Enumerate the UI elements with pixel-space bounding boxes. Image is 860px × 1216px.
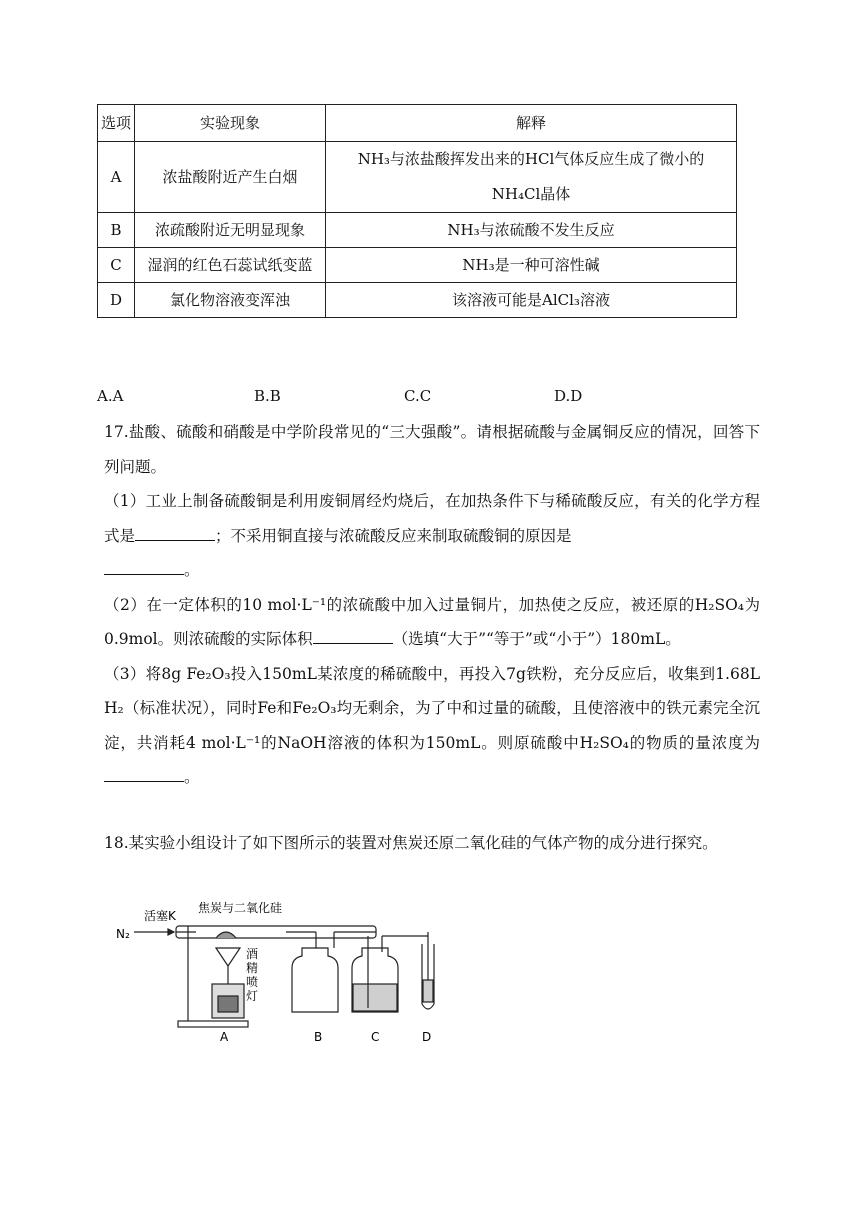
lamp-label-4: 灯: [246, 989, 259, 1003]
answer-blank[interactable]: [313, 625, 393, 644]
answer-blank[interactable]: [104, 556, 184, 575]
lamp-label-3: 喷: [246, 975, 259, 989]
row-phenomenon: 湿润的红色石蕊试纸变蓝: [135, 248, 326, 283]
header-option: 选项: [98, 105, 135, 142]
label-c: C: [371, 1030, 380, 1044]
answer-blank[interactable]: [104, 763, 184, 782]
label-b: B: [314, 1030, 323, 1044]
row-option: C: [98, 248, 135, 283]
answer-blank[interactable]: [135, 522, 215, 541]
table-row: [98, 142, 737, 213]
answer-a: A.A: [97, 387, 124, 405]
answer-b: B.B: [254, 387, 281, 405]
row-explanation: NH₃与浓硫酸不发生反应: [326, 213, 737, 248]
row-explanation: 该溶液可能是AlCl₃溶液: [326, 283, 737, 318]
answer-c: C.C: [404, 387, 432, 405]
row-explanation: NH₃是一种可溶性碱: [326, 248, 737, 283]
header-phenomenon: 实验现象: [135, 105, 326, 142]
q17-stem: 17.盐酸、硫酸和硝酸是中学阶段常见的“三大强酸”。请根据硫酸与金属铜反应的情况，回答下列问题。: [104, 423, 760, 476]
label-d: D: [422, 1030, 432, 1044]
q18-stem: 18.某实验小组设计了如下图所示的装置对焦炭还原二氧化硅的气体产物的成分进行探究。: [104, 834, 718, 852]
lamp-label-2: 精: [246, 961, 259, 975]
row-phenomenon: 浓盐酸附近产生白烟: [135, 142, 326, 213]
row-phenomenon: 氯化物溶液变浑浊: [135, 283, 326, 318]
options-table: [97, 104, 737, 318]
table-row: [98, 283, 737, 318]
apparatus-diagram: [116, 896, 456, 1046]
q17-part2: （2）在一定体积的10 mol·L⁻¹的浓硫酸中加入过量铜片，加热使之反应，被还原的H₂SO₄为0.9mol。则浓硫酸的实际体积 （选填“大于”“等于”或“小于”）180mL。: [104, 595, 760, 648]
table-row: [98, 248, 737, 283]
n2-label: N₂: [116, 927, 130, 941]
table-row: [98, 213, 737, 248]
answer-d: D.D: [554, 387, 583, 405]
q17-part3: （3）将8g Fe₂O₃投入150mL某浓度的稀硫酸中，再投入7g铁粉，充分反应后，收集到1.68L H₂（标准状况），同时Fe和Fe₂O₃均无剩余，为了中和过量的硫酸，且使溶液中的铁元素完全沉淀，共消耗4 mol·L⁻¹的NaOH溶液的体积为150mL。则原硫酸中H₂SO₄的物质的量浓度为。: [104, 664, 761, 786]
row-explanation: NH₃与浓盐酸挥发出来的HCl气体反应生成了微小的NH₄Cl晶体: [326, 142, 737, 213]
row-phenomenon: 浓疏酸附近无明显现象: [135, 213, 326, 248]
header-explanation: 解释: [326, 105, 737, 142]
lamp-label-1: 酒: [246, 947, 259, 961]
valve-label: 活塞K: [144, 909, 176, 923]
question-17: [104, 415, 760, 795]
table-header-row: [98, 105, 737, 142]
reagent-label: 焦炭与二氧化硅: [198, 901, 283, 915]
row-option: A: [98, 142, 135, 213]
row-option: D: [98, 283, 135, 318]
row-option: B: [98, 213, 135, 248]
question-18: [104, 826, 760, 861]
q17-part1: （1）工业上制备硫酸铜是利用废铜屑经灼烧后，在加热条件下与稀硫酸反应，有关的化学方程式是 ；不采用铜直接与浓硫酸反应来制取硫酸铜的原因是 。: [104, 492, 760, 579]
label-a: A: [220, 1030, 229, 1044]
